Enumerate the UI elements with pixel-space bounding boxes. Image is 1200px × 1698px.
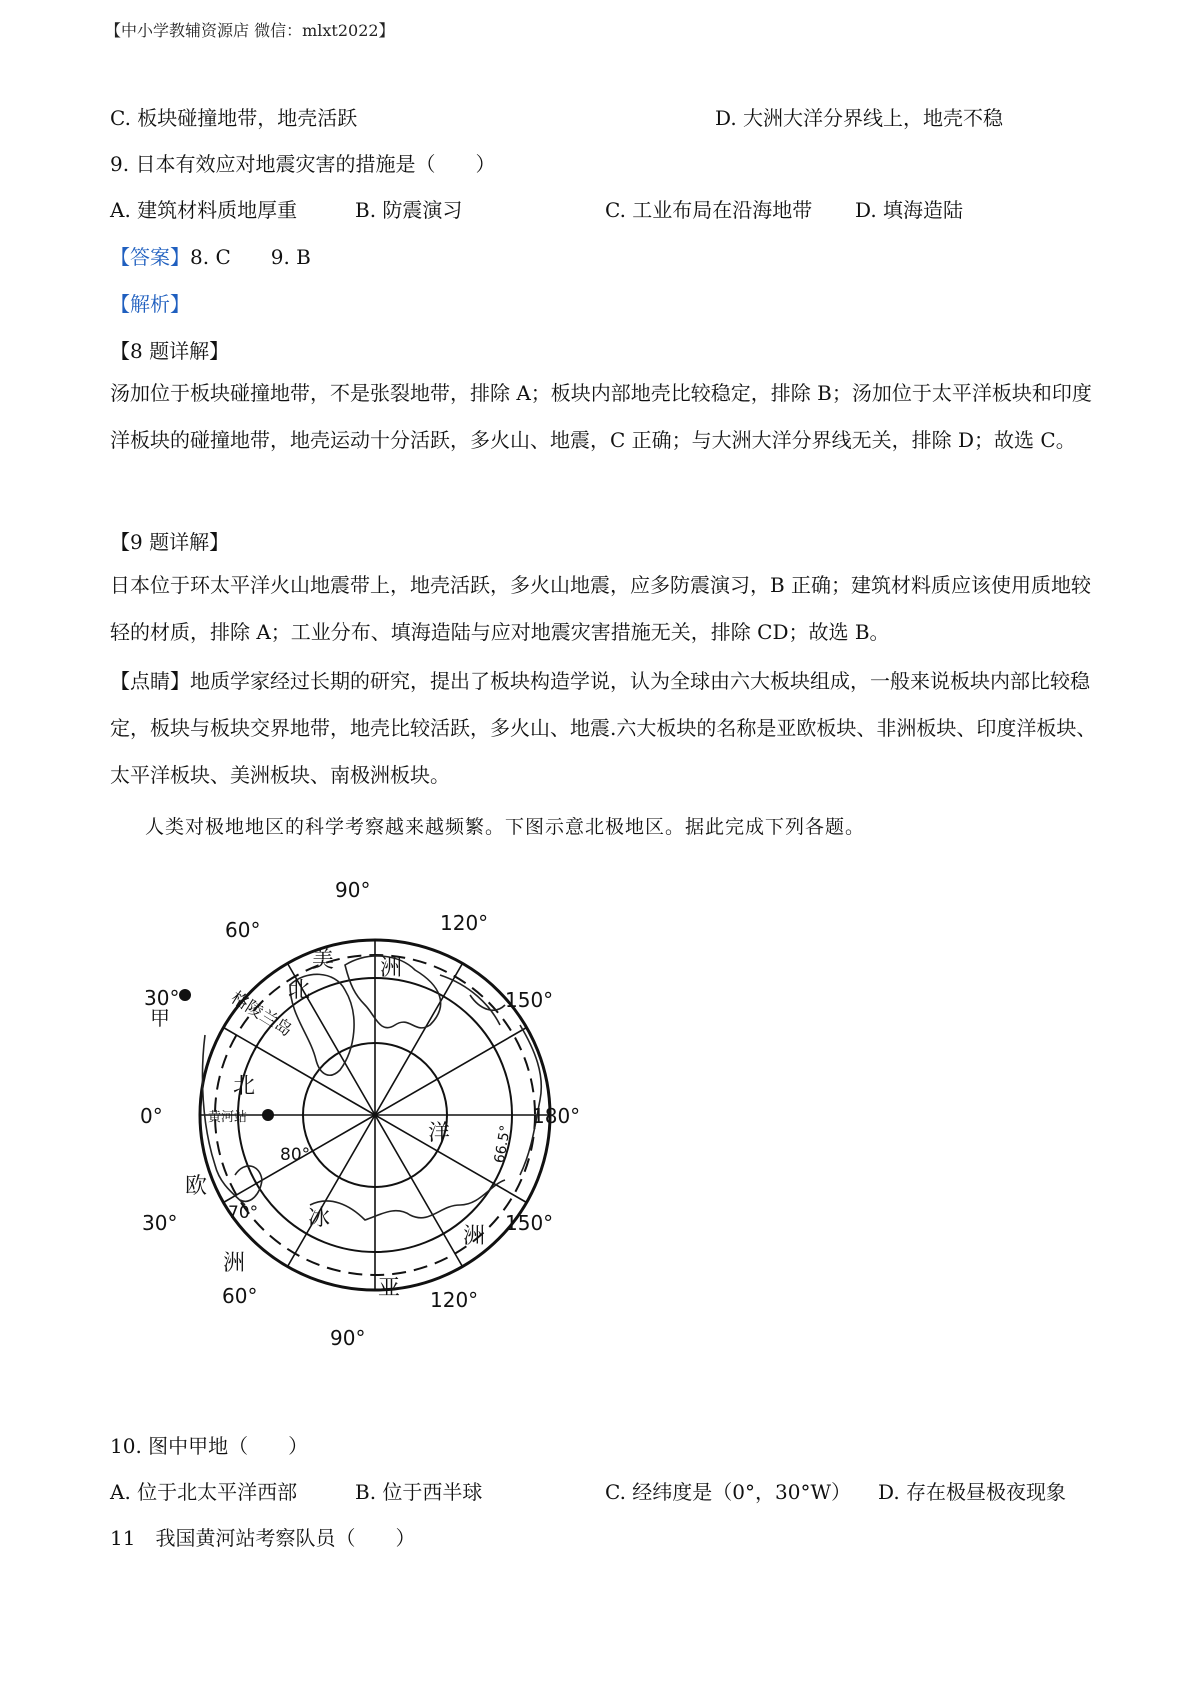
comment-label: 【点睛】 — [110, 669, 190, 693]
label-bei-na: 北 — [288, 978, 311, 1003]
label-mei: 美 — [312, 948, 335, 973]
lon-150-right-bottom: 150° — [505, 1211, 554, 1235]
lon-90-bottom: 90° — [330, 1326, 366, 1350]
q9-option-b: B. 防震演习 — [355, 198, 463, 222]
label-bei-ocean: 北 — [233, 1074, 256, 1099]
label-yang: 洋 — [428, 1121, 451, 1146]
answer-label: 【答案】 — [110, 245, 190, 269]
analysis-label: 【解析】 — [110, 292, 190, 316]
detail8-label: 【8 题详解】 — [110, 339, 230, 363]
siberia-coast — [310, 1180, 505, 1220]
comment-block — [110, 658, 1100, 799]
label-zhou-na: 洲 — [380, 956, 403, 981]
q9-option-d: D. 填海造陆 — [855, 198, 964, 222]
q9-option-c: C. 工业布局在沿海地带 — [605, 198, 813, 222]
q10-option-c: C. 经纬度是（0°，30°W） — [605, 1480, 852, 1504]
q10-option-b: B. 位于西半球 — [355, 1480, 483, 1504]
label-ou: 欧 — [185, 1174, 208, 1199]
point-jia-marker — [179, 989, 191, 1001]
lon-60-top-left: 60° — [225, 918, 261, 942]
q10-option-row — [110, 1478, 1110, 1506]
q8-option-d: D. 大洲大洋分界线上，地壳不稳 — [715, 106, 1004, 130]
label-zhou-as: 洲 — [463, 1224, 486, 1249]
lon-180-right: 180° — [532, 1104, 581, 1128]
huanghe-station-marker — [262, 1109, 274, 1121]
q10-stem: 10. 图中甲地（ ） — [110, 1434, 309, 1458]
comment-text: 地质学家经过长期的研究，提出了板块构造学说，认为全球由六大板块组成，一般来说板块内部比较稳定，板块与板块交界地带，地壳比较活跃，多火山、地震.六大板块的名称是亚欧板块、非洲板块、印度洋板块、太平洋板块、美洲板块、南极洲板块。 — [110, 669, 1097, 787]
meridian-lines — [200, 940, 550, 1290]
lon-30-top-left: 30° — [144, 986, 180, 1010]
point-jia-label: 甲 — [150, 1006, 170, 1030]
lon-0-left: 0° — [140, 1104, 163, 1128]
huanghe-station-label: 黄河站 — [208, 1110, 248, 1125]
lon-30-bottom-left: 30° — [142, 1211, 178, 1235]
label-bing: 冰 — [308, 1206, 331, 1231]
arctic-map — [140, 875, 640, 1355]
scandinavia — [235, 1166, 262, 1201]
section-intro: 人类对极地地区的科学考察越来越频繁。下图示意北极地区。据此完成下列各题。 — [145, 816, 866, 838]
map-grid — [200, 940, 550, 1290]
answer-line — [110, 243, 311, 271]
detail9-label: 【9 题详解】 — [110, 530, 230, 554]
q11-stem: 11 我国黄河站考察队员（ ） — [110, 1526, 416, 1550]
q8-option-c: C. 板块碰撞地带，地壳活跃 — [110, 106, 358, 130]
answer-text: 8. C 9. B — [190, 245, 311, 269]
lon-150-right-top: 150° — [505, 988, 554, 1012]
detail8-text: 汤加位于板块碰撞地带，不是张裂地带，排除 A；板块内部地壳比较稳定，排除 B；汤加位于太平洋板块和印度洋板块的碰撞地带，地壳运动十分活跃，多火山、地震，C 正确；与大洲大洋分界线无关，排除 D；故选 C。 — [110, 381, 1092, 452]
lat-66-5-label: 66.5° — [491, 1124, 515, 1165]
lat-80-label: 80° — [280, 1145, 311, 1165]
q9-option-a: A. 建筑材料质地厚重 — [110, 198, 298, 222]
lat-70-label: 70° — [228, 1203, 259, 1223]
q9-stem: 9. 日本有效应对地震灾害的措施是（ ） — [110, 152, 496, 176]
q10-option-a: A. 位于北太平洋西部 — [110, 1480, 298, 1504]
lon-120-top-right: 120° — [440, 911, 489, 935]
label-zhou-eu: 洲 — [223, 1251, 246, 1276]
lon-60-bottom-left: 60° — [222, 1284, 258, 1308]
lon-120-bottom-right: 120° — [430, 1288, 479, 1312]
q8-option-row — [110, 104, 1004, 132]
alaska-coast — [520, 1025, 541, 1175]
label-ya: 亚 — [378, 1276, 401, 1301]
lon-90-top: 90° — [335, 878, 371, 902]
q9-option-row — [110, 196, 1110, 224]
detail9-text: 日本位于环太平洋火山地震带上，地壳活跃，多火山地震，应多防震演习，B 正确；建筑材料质应该使用质地较轻的材质，排除 A；工业分布、填海造陆与应对地震灾害措施无关，排除 CD；故选 B。 — [110, 573, 1092, 644]
label-greenland: 格陵兰岛 — [227, 987, 296, 1041]
q10-option-d: D. 存在极昼极夜现象 — [878, 1480, 1067, 1504]
header-watermark: 【中小学教辅资源店 微信：mlxt2022】 — [105, 21, 395, 40]
